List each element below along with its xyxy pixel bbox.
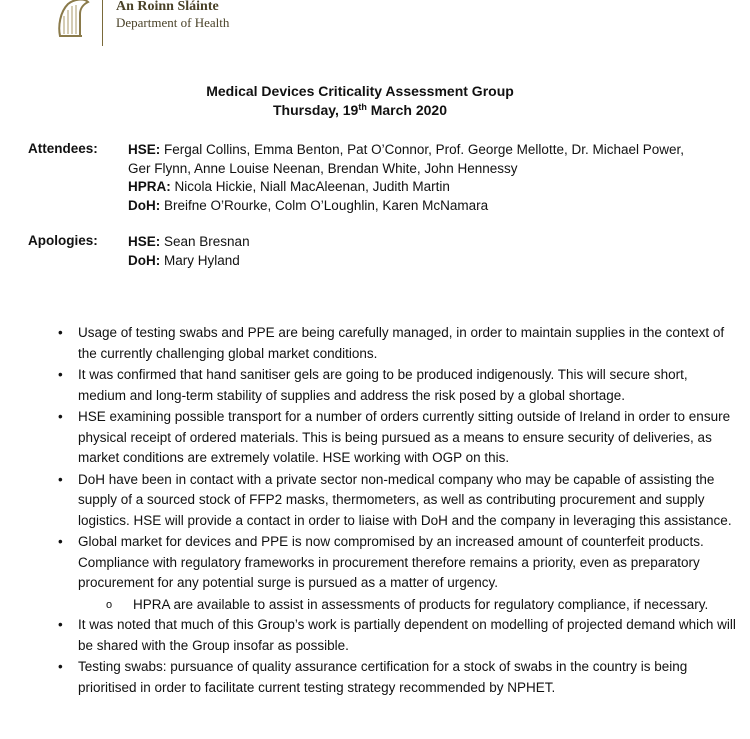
list-item-text: DoH have been in contact with a private sector non-medical company who may be capable of assisting the supply of a sourced stock of FFP2 masks, thermometers, as well as contributing procurement and supply logistics. HSE will provide a contact in order to liaise with DoH and the company in leveraging this assistance. <box>78 471 732 528</box>
circle-bullet-icon: o <box>106 598 113 611</box>
header-divider <box>102 0 103 46</box>
org-name-irish: An Roinn Sláinte <box>116 0 219 14</box>
list-item-text: Testing swabs: pursuance of quality assurance certification for a stock of swabs in the country is being prioritised in order to facilitate current testing strategy recommended by NPHET. <box>78 659 688 695</box>
org-label: HSE: <box>128 142 161 157</box>
list-item <box>56 407 736 469</box>
list-item-text: It was confirmed that hand sanitiser gels are going to be produced indigenously. This will secure short, medium and long-term stability of supplies and address the risk posed by a global shortage. <box>78 367 688 403</box>
attendees-label: Attendees: <box>28 141 98 156</box>
letterhead <box>0 0 750 50</box>
attendees-hpra <box>128 178 728 197</box>
list-item-text: HSE examining possible transport for a number of orders currently sitting outside of Ireland in order to ensure physical receipt of ordered materials. This is being pursued as a means to ensure security of deliveries, as market conditions are extremely volatile. HSE working with OGP on this. <box>78 409 731 465</box>
meeting-date <box>0 101 720 120</box>
list-item <box>56 470 736 532</box>
attendees-doh <box>128 197 728 216</box>
date-prefix: Thursday, 19 <box>273 102 359 118</box>
names: Fergal Collins, Emma Benton, Pat O’Connor, Prof. George Mellotte, Dr. Michael Power, <box>160 142 684 157</box>
org-label: DoH: <box>128 197 161 213</box>
list-item <box>56 365 736 406</box>
bullet-icon: • <box>58 534 63 549</box>
list-item <box>56 615 736 656</box>
bullet-icon: • <box>58 659 63 674</box>
meeting-name: Medical Devices Criticality Assessment Group <box>206 83 514 99</box>
apologies-list <box>128 233 728 270</box>
list-item-text: Global market for devices and PPE is now compromised by an increased amount of counterfeit products. Compliance with regulatory frameworks in procurement therefore remains a priority, even as preparatory procurement for any potential surge is pursued as a matter of urgency. <box>78 534 704 590</box>
names: Mary Hyland <box>160 252 240 268</box>
names: Breifne O’Rourke, Colm O’Loughlin, Karen McNamara <box>160 197 489 213</box>
org-label: HSE: <box>128 234 161 249</box>
sub-list-item <box>56 595 736 616</box>
bullet-icon: • <box>58 617 63 632</box>
apologies-hse <box>128 233 728 252</box>
org-name <box>116 0 229 31</box>
attendees-list <box>128 141 728 215</box>
bullet-icon: • <box>58 367 63 382</box>
sub-list-item-text: HPRA are available to assist in assessments of products for regulatory compliance, if necessary. <box>133 596 709 612</box>
date-suffix: March 2020 <box>366 102 447 118</box>
list-item <box>56 323 736 364</box>
attendees-hse-cont: Ger Flynn, Anne Louise Neenan, Brendan White, John Hennessy <box>128 160 518 176</box>
list-item-text: It was noted that much of this Group’s work is partially dependent on modelling of projected demand which will be shared with the Group insofar as possible. <box>78 617 736 653</box>
attendees-hse <box>128 141 728 160</box>
list-item <box>56 657 736 698</box>
bullet-icon: • <box>58 325 63 340</box>
harp-logo-icon <box>54 0 94 44</box>
list-item-text: Usage of testing swabs and PPE are being carefully managed, in order to maintain supplies in the context of the currently challenging global market conditions. <box>78 325 725 361</box>
date-sup: th <box>358 102 367 112</box>
bullet-list <box>56 323 736 699</box>
bullet-icon: • <box>58 409 63 424</box>
apologies-label: Apologies: <box>28 233 98 248</box>
org-name-english: Department of Health <box>116 15 230 30</box>
names: Nicola Hickie, Niall MacAleenan, Judith Martin <box>170 179 450 194</box>
list-item <box>56 532 736 594</box>
org-label: DoH: <box>128 252 161 268</box>
apologies-doh <box>128 252 728 271</box>
org-label: HPRA: <box>128 179 171 194</box>
document-title <box>0 82 720 120</box>
names: Sean Bresnan <box>160 234 250 249</box>
bullet-icon: • <box>58 471 63 487</box>
